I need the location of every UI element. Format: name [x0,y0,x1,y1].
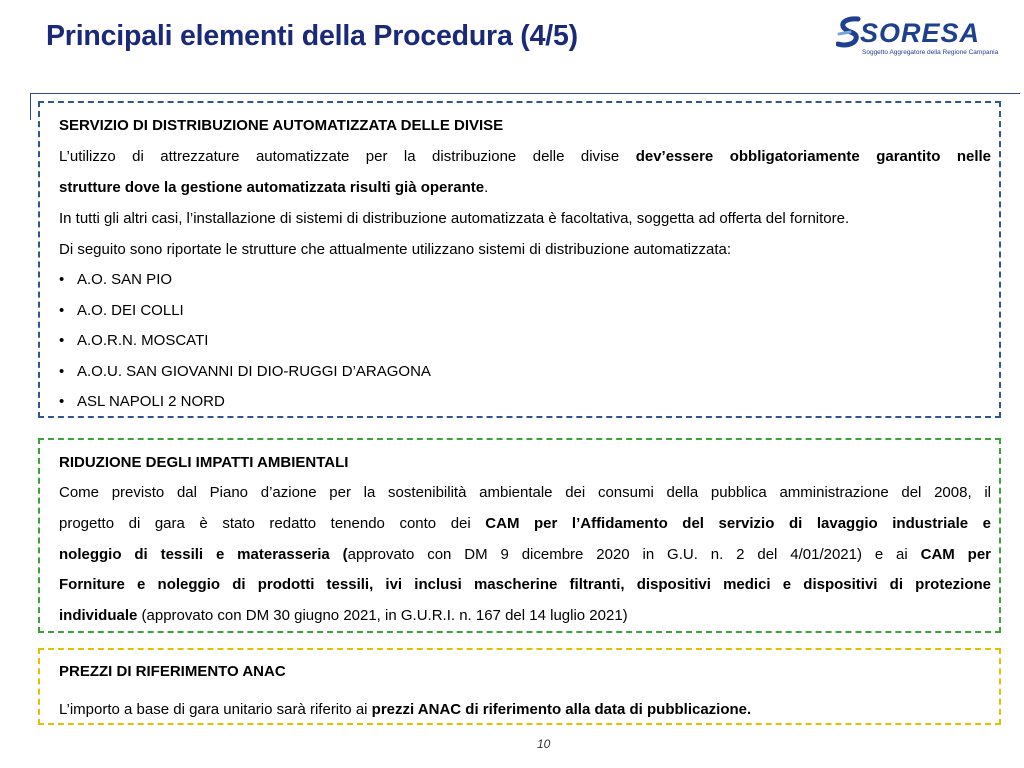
box2-l3-text: approvato con DM 9 dicembre 2020 in G.U. n. 2 del 4/01/2021) e ai [347,546,921,563]
box2-l5-bold: individuale [59,607,138,624]
list-item [59,393,225,410]
bullet-icon: • [59,271,65,288]
box3-l1-bold: prezzi ANAC di riferimento alla data di pubblicazione. [371,701,752,718]
box3-l1-text: L’importo a base di gara unitario sarà riferito ai [59,701,372,718]
bullet-icon: • [59,302,65,319]
bullet-icon: • [59,393,65,410]
box2-line3 [59,546,991,564]
header-divider [30,93,1020,94]
box3-line1 [59,701,991,719]
list-item-text: A.O.R.N. MOSCATI [77,332,209,349]
list-item [59,363,431,380]
box2-line4 [59,576,991,594]
logo-wordmark: SORESA [860,18,981,48]
box1-paragraph1-line1 [59,148,991,166]
environmental-impact-box [38,438,1001,633]
box2-l2-bold: CAM per l’Affidamento del servizio di lavaggio industriale e [485,515,991,532]
list-item-text: A.O.U. SAN GIOVANNI DI DIO-RUGGI D’ARAGONA [77,363,431,380]
list-item-text: A.O. DEI COLLI [77,302,184,319]
bullet-icon: • [59,332,65,349]
page-number: 10 [537,737,551,751]
soresa-logo [836,16,1018,62]
list-item-text: A.O. SAN PIO [77,271,173,288]
box1-paragraph1-line2 [59,179,991,197]
box1-p1-bold: dev’essere obbligatoriamente garantito nelle [635,148,992,165]
box2-l3-bold: noleggio di tessili e materasseria ( [59,546,348,563]
box1-heading: SERVIZIO DI DISTRIBUZIONE AUTOMATIZZATA DELLE DIVISE [59,117,504,134]
header-divider-vertical [30,93,31,120]
box2-l4-bold: Forniture e noleggio di prodotti tessili, ivi inclusi mascherine filtranti, dispositivi medici e dispositivi di protezione [59,576,991,593]
bullet-icon: • [59,363,65,380]
list-item [59,302,184,319]
automated-distribution-box [38,101,1001,418]
box2-l5-text: (approvato con DM 30 giugno 2021, in G.U.R.I. n. 167 del 14 luglio 2021) [137,607,628,624]
box2-line5 [59,607,991,625]
list-item [59,332,208,349]
list-item-text: ASL NAPOLI 2 NORD [77,393,225,410]
list-item [59,271,172,288]
box2-l3-bold2: CAM per [920,546,992,563]
box1-paragraph3: Di seguito sono riportate le strutture che attualmente utilizzano sistemi di distribuzione automatizzata: [59,241,732,258]
box1-p1-bold2: strutture dove la gestione automatizzata risulti già operante [59,179,485,196]
anac-prices-box [38,648,1001,725]
logo-tagline: Soggetto Aggregatore della Regione Campania [862,49,999,56]
page-title: Principali elementi della Procedura (4/5) [46,20,578,52]
box3-heading: PREZZI DI RIFERIMENTO ANAC [59,663,286,680]
box2-line2 [59,515,991,533]
soresa-logo-icon [836,16,862,50]
box1-p1-end: . [484,179,489,196]
box1-p1-text: L’utilizzo di attrezzature automatizzate per la distribuzione delle divise [59,148,636,165]
box2-heading: RIDUZIONE DEGLI IMPATTI AMBIENTALI [59,454,349,471]
box2-l2-text: progetto di gara è stato redatto tenendo conto dei [59,515,486,532]
box2-line1: Come previsto dal Piano d’azione per la sostenibilità ambientale dei consumi della pubblica amministrazione del 2008, il [59,484,991,501]
box1-paragraph2: In tutti gli altri casi, l’installazione di sistemi di distribuzione automatizzata è facoltativa, soggetta ad offerta del fornitore. [59,210,850,227]
